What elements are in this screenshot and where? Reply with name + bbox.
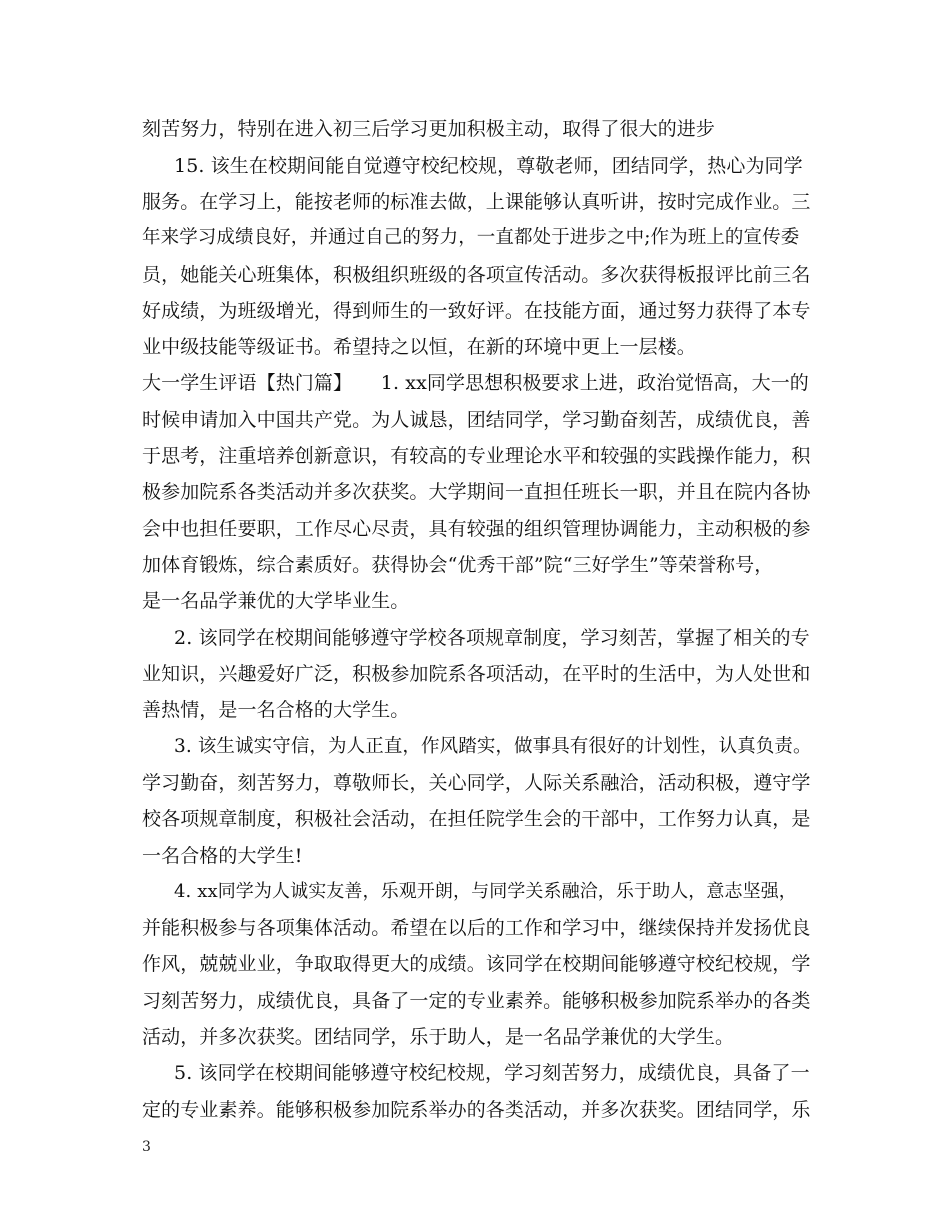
text-line: 业知识，兴趣爱好广泛，积极参加院系各项活动，在平时的生活中，为人处世和 [142,663,811,685]
text-line: 15. 该生在校期间能自觉遵守校纪校规，尊敬老师，团结同学，热心为同学 [174,155,803,177]
text-line: 一名合格的大学生! [142,845,303,867]
text-line: 业中级技能等级证书。希望持之以恒，在新的环境中更上一层楼。 [142,336,696,358]
text-line: 员，她能关心班集体，积极组织班级的各项宣传活动。多次获得板报评比前三名 [142,264,811,286]
text-line: 并能积极参与各项集体活动。希望在以后的工作和学习中，继续保持并发扬优良 [142,917,811,939]
text-line: 刻苦努力，特别在进入初三后学习更加积极主动，取得了很大的进步 [142,118,716,140]
text-line: 4. xx同学为人诚实友善，乐观开朗，与同学关系融洽，乐于助人，意志坚强， [174,881,797,902]
text-line: 善热情，是一名合格的大学生。 [142,699,410,721]
text-line: 会中也担任要职，工作尽心尽责，具有较强的组织管理协调能力，主动积极的参 [142,518,811,540]
text-line: 3. 该生诚实守信，为人正直，作风踏实，做事具有很好的计划性，认真负责。 [174,736,812,757]
text-line: 校各项规章制度，积极社会活动，在担任院学生会的干部中，工作努力认真，是 [142,808,811,830]
text-line: 2. 该同学在校期间能够遵守学校各项规章制度，学习刻苦，掌握了相关的专 [174,627,810,649]
text-line: 活动，并多次获奖。团结同学，乐于助人，是一名品学兼优的大学生。 [142,1026,735,1048]
text-line: 于思考，注重培养创新意识，有较高的专业理论水平和较强的实践操作能力，积 [142,445,811,467]
text-line: 服务。在学习上，能按老师的标准去做，上课能够认真听讲，按时完成作业。三 [142,191,811,213]
text-line: 5. 该同学在校期间能够遵守校纪校规，学习刻苦努力，成绩优良，具备了一 [174,1062,810,1084]
text-line: 极参加院系各类活动并多次获奖。大学期间一直担任班长一职，并且在院内各协 [142,481,811,503]
text-line: 时候申请加入中国共产党。为人诚恳，团结同学，学习勤奋刻苦，成绩优良，善 [142,409,811,431]
text-line: 是一名品学兼优的大学毕业生。 [142,590,410,612]
text-line: 作风，兢兢业业，争取取得更大的成绩。该同学在校期间能够遵守校纪校规，学 [142,953,811,975]
text-line: 习刻苦努力，成绩优良，具备了一定的专业素养。能够积极参加院系举办的各类 [142,990,811,1012]
text-line: 好成绩，为班级增光，得到师生的一致好评。在技能方面，通过努力获得了本专 [142,300,811,322]
page-number: 3 [142,1139,151,1155]
text-line: 年来学习成绩良好，并通过自己的努力，一直都处于进步之中;作为班上的宣传委 [142,227,800,248]
text-line: 定的专业素养。能够积极参加院系举办的各类活动，并多次获奖。团结同学，乐 [142,1099,811,1121]
text-line: 学习勤奋，刻苦努力，尊敬师长，关心同学，人际关系融洽，活动积极，遵守学 [142,772,811,794]
section-heading-line: 大一学生评语【热门篇】 1. xx同学思想积极要求上进，政治觉悟高，大一的 [142,372,809,394]
text-line: 加体育锻炼，综合素质好。获得协会“优秀干部”院“三好学生”等荣誉称号， [142,554,774,576]
